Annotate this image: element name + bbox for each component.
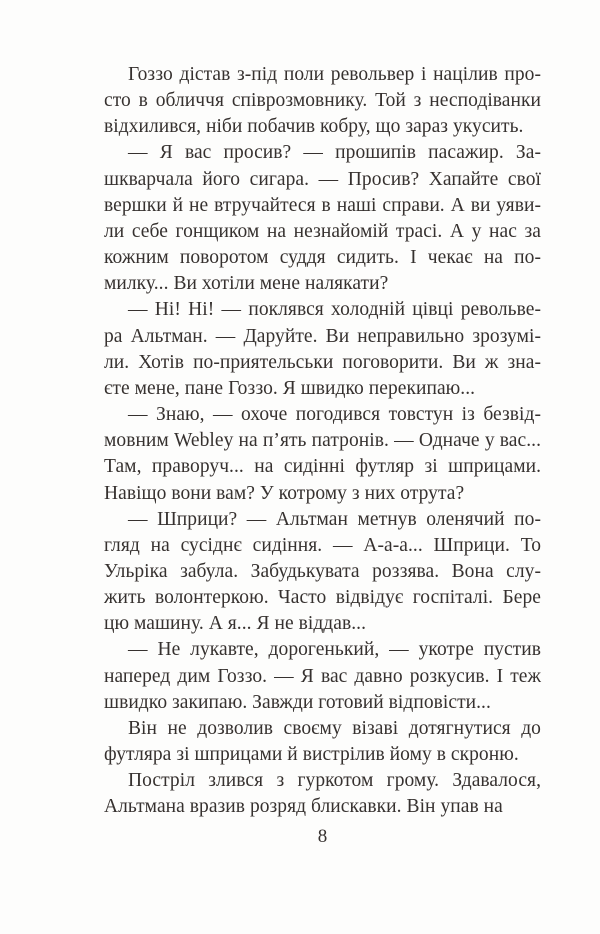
text-line: — Я вас просив? — прошипів пасажир. За- bbox=[128, 142, 541, 164]
text-line: Гоззо дістав з-під поли револьвер і націлив про- bbox=[128, 64, 541, 85]
text-block bbox=[104, 62, 541, 821]
text-line: — Шприци? — Альтман метнув оленячий по- bbox=[128, 508, 541, 530]
text-line: — Ні! Ні! — поклявся холодній цівці револьве- bbox=[128, 299, 541, 321]
text-line: швидко закипаю. Завжди готовий відповісти... bbox=[104, 691, 491, 713]
text-line: футляра зі шприцами й вистрілив йому в скроню. bbox=[104, 744, 519, 766]
text-line: ра Альтман. — Даруйте. Ви неправильно зрозумі- bbox=[104, 325, 541, 347]
text-line: гляд на сусіднє сидіння. — А-а-а... Шприци. То bbox=[104, 534, 541, 556]
text-line: ли себе гонщиком на незнайомій трасі. А у нас за bbox=[104, 220, 541, 242]
text-line: милку... Ви хотіли мене налякати? bbox=[104, 273, 389, 295]
text-line: — Знаю, — охоче погодився товстун із безвід- bbox=[128, 404, 541, 426]
text-line: вершки й не втручайтеся в наші справи. А ви уяви- bbox=[104, 194, 541, 216]
text-line: сто в обличчя співрозмовнику. Той з несподіванки bbox=[104, 90, 541, 112]
text-line: єте мене, пане Гоззо. Я швидко перекипаю... bbox=[104, 377, 476, 399]
text-line: Альтмана вразив розряд блискавки. Він упав на bbox=[104, 796, 503, 818]
text-line: мовним Webley на п’ять патронів. — Одначе у вас... bbox=[104, 430, 541, 452]
text-line: Навіщо вони вам? У котрому з них отрута? bbox=[104, 482, 465, 504]
text-line: шкварчала його сигара. — Просив? Хапайте свої bbox=[104, 168, 541, 190]
text-line: жить волонтеркою. Часто відвідує госпіталі. Бере bbox=[104, 587, 541, 609]
text-line: ли. Хотів по-приятельськи поговорити. Ви ж зна- bbox=[104, 351, 541, 373]
text-line: цю машину. А я... Я не віддав... bbox=[104, 613, 367, 635]
text-line: Постріл злився з гуркотом грому. Здавалося, bbox=[128, 770, 541, 792]
text-line: наперед дим Гоззо. — Я вас давно розкусив. І теж bbox=[104, 665, 541, 687]
text-line: кожним поворотом суддя сидить. І чекає на по- bbox=[104, 247, 541, 269]
text-line: відхилився, ніби побачив кобру, що зараз укусить. bbox=[104, 116, 524, 138]
text-line: Він не дозволив своєму візаві дотягнутися до bbox=[128, 717, 541, 739]
text-line: Ульріка забула. Забудькувата роззява. Вона слу- bbox=[104, 560, 541, 582]
text-line: — Не лукавте, дорогенький, — укотре пустив bbox=[128, 639, 541, 661]
page-number: 8 bbox=[317, 826, 328, 847]
text-line: Там, праворуч... на сидінні футляр зі шприцами. bbox=[104, 456, 541, 478]
